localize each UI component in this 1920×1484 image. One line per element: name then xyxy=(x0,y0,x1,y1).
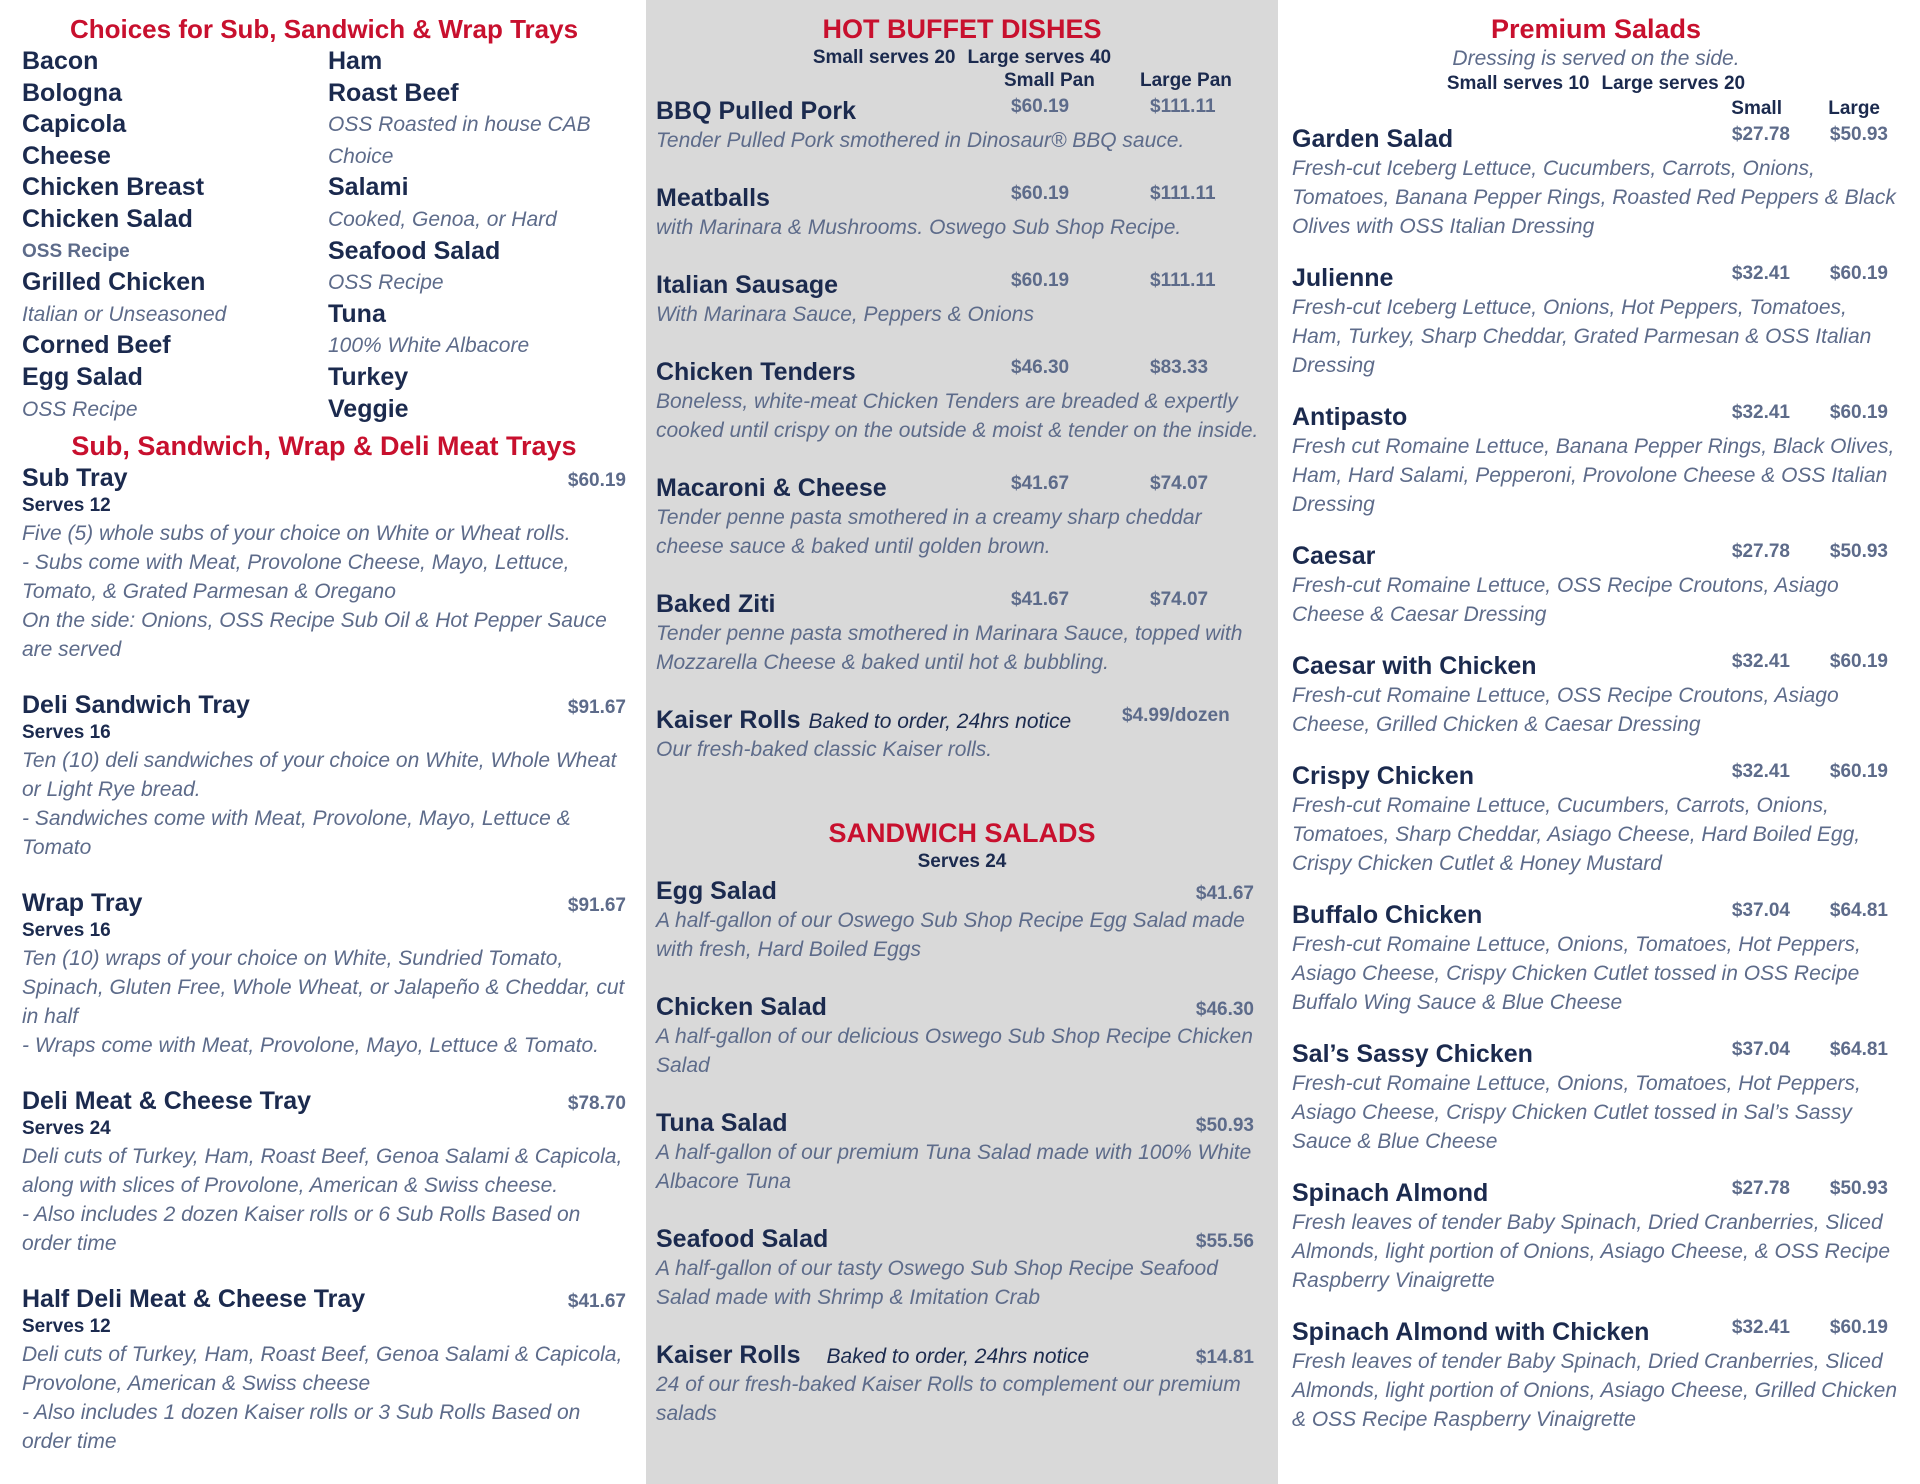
item-price-small: $27.78 xyxy=(1731,541,1790,562)
item-serves: Serves 16 xyxy=(22,722,111,744)
choice-item: Egg Salad xyxy=(22,362,143,391)
salad-item xyxy=(1292,402,1900,519)
choices-title: Choices for Sub, Sandwich & Wrap Trays xyxy=(69,14,579,44)
item-desc: Fresh-cut Romaine Lettuce, Cucumbers, Carrots, Onions, Tomatoes, Sharp Cheddar, Asiago Cheese, Hard Boiled Egg, Crispy Chicken Cutlet & Honey Mustard xyxy=(1292,794,1861,875)
salad-item xyxy=(1292,1178,1900,1295)
item-price-small: $41.67 xyxy=(1011,473,1070,494)
item-desc: - Also includes 1 dozen Kaiser rolls or 3 Sub Rolls Based on order time xyxy=(22,1401,581,1454)
item-price: $91.67 xyxy=(567,895,626,917)
premium-serves xyxy=(1292,72,1900,96)
choice-item: Cooked, Genoa, or Hard xyxy=(328,207,557,231)
sandwich-list xyxy=(656,876,1268,1428)
choice-item: Grilled Chicken xyxy=(22,268,206,297)
item-name: Tuna Salad xyxy=(656,1109,788,1137)
item-note: Baked to order, 24hrs notice xyxy=(826,1345,1090,1368)
item-price: $60.19 xyxy=(567,470,626,492)
pan-large-label: Large Pan xyxy=(1140,70,1232,91)
item-price-small: $27.78 xyxy=(1731,1178,1790,1199)
item-name: Caesar xyxy=(1292,542,1376,570)
salad-item xyxy=(1292,541,1900,629)
dressing-note: Dressing is served on the side. xyxy=(1452,47,1740,70)
trays-title: Sub, Sandwich, Wrap & Deli Meat Trays xyxy=(71,431,577,462)
item-price: $50.93 xyxy=(1195,1115,1254,1136)
item-desc: A half-gallon of our delicious Oswego Sub Shop Recipe Chicken Salad xyxy=(656,1025,1253,1077)
sandwich-item xyxy=(656,1108,1254,1196)
item-price-large: $60.19 xyxy=(1829,1317,1888,1338)
item-name: Baked Ziti xyxy=(656,590,776,618)
item-price-large: $50.93 xyxy=(1829,124,1888,145)
item-desc: Tender Pulled Pork smothered in Dinosaur® BBQ sauce. xyxy=(656,129,1185,152)
item-serves: Serves 16 xyxy=(22,920,111,942)
sandwich-item xyxy=(656,992,1254,1080)
item-desc: Tender penne pasta smothered in Marinara Sauce, topped with Mozzarella Cheese & baked until hot & bubbling. xyxy=(656,622,1243,674)
item-desc: Boneless, white-meat Chicken Tenders are breaded & expertly cooked until crispy on the outside & moist & tender on the inside. xyxy=(656,390,1259,442)
item-serves: Serves 12 xyxy=(22,495,111,517)
item-price: $4.99/dozen xyxy=(1122,705,1230,726)
item-desc: 24 of our fresh-baked Kaiser Rolls to complement our premium salads xyxy=(656,1373,1241,1425)
salad-item xyxy=(1292,1039,1900,1156)
buffet-serves-large: Large serves 40 xyxy=(967,47,1112,68)
choice-item: OSS Recipe xyxy=(328,271,444,295)
item-name: Chicken Salad xyxy=(656,993,827,1021)
tray-item xyxy=(22,888,626,1060)
item-desc: Our fresh-baked classic Kaiser rolls. xyxy=(656,738,993,761)
item-desc: with Marinara & Mushrooms. Oswego Sub Shop Recipe. xyxy=(656,216,1182,239)
item-name: Sal’s Sassy Chicken xyxy=(1292,1040,1533,1068)
item-name: Chicken Tenders xyxy=(656,358,856,386)
pan-header xyxy=(656,70,1268,96)
item-desc: Tender penne pasta smothered in a creamy sharp cheddar cheese sauce & baked until golden brown. xyxy=(656,506,1202,558)
buffet-serves xyxy=(656,46,1268,70)
item-price-large: $60.19 xyxy=(1829,761,1888,782)
item-desc: Fresh-cut Romaine Lettuce, OSS Recipe Croutons, Asiago Cheese & Caesar Dressing xyxy=(1292,574,1839,626)
choices-grid xyxy=(22,46,626,425)
salad-item xyxy=(1292,761,1900,878)
choice-item: Roast Beef xyxy=(328,78,459,107)
salad-item xyxy=(1292,651,1900,739)
item-price-large: $50.93 xyxy=(1829,541,1888,562)
item-price-small: $60.19 xyxy=(1011,96,1070,117)
item-price: $91.67 xyxy=(567,697,626,719)
choice-item: OSS Roasted in house CAB xyxy=(328,113,591,137)
item-price-small: $60.19 xyxy=(1011,270,1070,291)
item-price-small: $60.19 xyxy=(1011,183,1070,204)
choice-item: Chicken Salad xyxy=(22,204,193,233)
premium-serves-large: Large serves 20 xyxy=(1601,73,1746,94)
item-desc: On the side: Onions, OSS Recipe Sub Oil & Hot Pepper Sauce are served xyxy=(22,609,607,662)
item-serves: Serves 12 xyxy=(22,1316,111,1338)
choice-item: Bacon xyxy=(22,47,99,75)
item-name: BBQ Pulled Pork xyxy=(656,97,857,125)
item-price-small: $41.67 xyxy=(1011,589,1070,610)
item-name: Macaroni & Cheese xyxy=(656,474,887,502)
choice-item: Chicken Breast xyxy=(22,173,205,202)
choice-item: OSS Recipe xyxy=(22,397,138,421)
item-name: Crispy Chicken xyxy=(1292,762,1475,790)
tray-item xyxy=(22,1284,626,1456)
salad-item xyxy=(1292,263,1900,380)
choice-item: Italian or Unseasoned xyxy=(22,302,227,326)
item-price-large: $60.19 xyxy=(1829,402,1888,423)
choices-col-2 xyxy=(328,46,628,425)
premium-list xyxy=(1292,124,1900,1434)
item-note: Baked to order, 24hrs notice xyxy=(808,710,1072,733)
premium-title: Premium Salads xyxy=(1490,14,1702,44)
item-desc: - Sandwiches come with Meat, Provolone, Mayo, Lettuce & Tomato xyxy=(22,807,571,860)
item-desc: - Also includes 2 dozen Kaiser rolls or 6 Sub Rolls Based on order time xyxy=(22,1203,581,1256)
item-desc: Deli cuts of Turkey, Ham, Roast Beef, Genoa Salami & Capicola, along with slices of Provolone, American & Swiss cheese. xyxy=(22,1145,623,1198)
item-price-large: $60.19 xyxy=(1829,651,1888,672)
buffet-title: HOT BUFFET DISHES xyxy=(822,14,1102,44)
choice-item: Bologna xyxy=(22,78,122,107)
item-name: Kaiser Rolls xyxy=(656,1341,801,1369)
item-price-small: $37.04 xyxy=(1731,1039,1790,1060)
choice-item: Veggie xyxy=(328,394,409,423)
tray-item xyxy=(22,463,626,664)
choice-item: Corned Beef xyxy=(22,331,171,360)
item-name: Deli Meat & Cheese Tray xyxy=(22,1087,312,1116)
item-name: Seafood Salad xyxy=(656,1225,829,1253)
item-price-small: $32.41 xyxy=(1731,1317,1790,1338)
pan-small-label: Small Pan xyxy=(1004,70,1095,91)
item-desc: Fresh leaves of tender Baby Spinach, Dried Cranberries, Sliced Almonds, light portion of Onions, Asiago Cheese, Grilled Chicken & OSS Recipe Raspberry Vinaigrette xyxy=(1292,1350,1898,1431)
item-price-large: $64.81 xyxy=(1829,1039,1888,1060)
choice-item: Cheese xyxy=(22,141,111,170)
buffet-serves-small: Small serves 20 xyxy=(812,47,956,68)
premium-serves-small: Small serves 10 xyxy=(1446,73,1590,94)
buffet-item xyxy=(656,357,1268,445)
choices-col-1 xyxy=(22,46,328,425)
buffet-item xyxy=(656,96,1268,155)
item-desc: A half-gallon of our Oswego Sub Shop Recipe Egg Salad made with fresh, Hard Boiled Eggs xyxy=(656,909,1245,961)
item-name: Deli Sandwich Tray xyxy=(22,691,250,720)
tray-item xyxy=(22,690,626,862)
salad-item xyxy=(1292,124,1900,241)
item-price-small: $46.30 xyxy=(1011,357,1070,378)
item-desc: - Wraps come with Meat, Provolone, Mayo, Lettuce & Tomato. xyxy=(22,1034,599,1058)
sandwich-serves: Serves 24 xyxy=(917,851,1007,872)
item-desc: With Marinara Sauce, Peppers & Onions xyxy=(656,303,1034,326)
right-column xyxy=(1278,0,1920,1484)
item-serves: Serves 24 xyxy=(22,1118,111,1140)
item-price-large: $74.07 xyxy=(1150,473,1209,494)
salad-item xyxy=(1292,900,1900,1017)
item-price: $41.67 xyxy=(567,1291,626,1313)
item-desc: Fresh-cut Romaine Lettuce, Onions, Tomatoes, Hot Peppers, Asiago Cheese, Crispy Chicken Cutlet tossed in OSS Recipe Buffalo Wing Sauce & Blue Cheese xyxy=(1292,933,1861,1014)
item-price-large: $111.11 xyxy=(1150,96,1216,117)
buffet-list xyxy=(656,96,1268,764)
salad-item xyxy=(1292,1317,1900,1434)
item-name: Antipasto xyxy=(1292,403,1408,431)
left-column xyxy=(0,0,646,1484)
item-desc: Fresh-cut Iceberg Lettuce, Onions, Hot Peppers, Tomatoes, Ham, Turkey, Sharp Cheddar, Grated Parmesan & OSS Italian Dressing xyxy=(1292,296,1872,377)
choice-item: OSS Recipe xyxy=(22,240,130,262)
buffet-item xyxy=(656,270,1268,329)
item-price-small: $27.78 xyxy=(1731,124,1790,145)
item-name: Julienne xyxy=(1292,264,1394,292)
item-price: $46.30 xyxy=(1195,999,1254,1020)
choice-item: Turkey xyxy=(328,362,409,391)
item-name: Wrap Tray xyxy=(22,889,143,918)
choice-item: Ham xyxy=(328,47,383,75)
item-name: Meatballs xyxy=(656,184,770,212)
item-desc: A half-gallon of our premium Tuna Salad made with 100% White Albacore Tuna xyxy=(656,1141,1252,1193)
buffet-item xyxy=(656,705,1268,764)
item-price-large: $64.81 xyxy=(1829,900,1888,921)
item-price-small: $32.41 xyxy=(1731,402,1790,423)
item-price-small: $32.41 xyxy=(1731,761,1790,782)
tray-item xyxy=(22,1086,626,1258)
item-price-large: $111.11 xyxy=(1150,270,1216,291)
item-name: Sub Tray xyxy=(22,464,128,493)
sandwich-item xyxy=(656,1224,1254,1312)
col-small-label: Small xyxy=(1731,98,1782,119)
middle-column xyxy=(646,0,1278,1484)
buffet-item xyxy=(656,589,1268,677)
item-price: $78.70 xyxy=(567,1093,626,1115)
item-desc: Ten (10) deli sandwiches of your choice on White, Whole Wheat or Light Rye bread. xyxy=(22,749,617,802)
item-price-large: $111.11 xyxy=(1150,183,1216,204)
item-desc: Fresh-cut Romaine Lettuce, Onions, Tomatoes, Hot Peppers, Asiago Cheese, Crispy Chicken Cutlet tossed in Sal’s Sassy Sauce & Blue Cheese xyxy=(1292,1072,1861,1153)
trays-list xyxy=(22,463,626,1456)
item-desc: Ten (10) wraps of your choice on White, Sundried Tomato, Spinach, Gluten Free, Whole Wheat, or Jalapeño & Cheddar, cut in half xyxy=(22,947,625,1029)
sandwich-title: SANDWICH SALADS xyxy=(828,818,1096,848)
choice-item: Salami xyxy=(328,173,409,202)
item-desc: Fresh cut Romaine Lettuce, Banana Pepper Rings, Black Olives, Ham, Hard Salami, Pepperoni, Provolone Cheese & OSS Italian Dressing xyxy=(1292,435,1895,516)
item-desc: Five (5) whole subs of your choice on White or Wheat rolls. xyxy=(22,522,571,546)
item-price: $41.67 xyxy=(1195,883,1254,904)
sandwich-item xyxy=(656,1340,1254,1428)
item-desc: Fresh-cut Romaine Lettuce, OSS Recipe Croutons, Asiago Cheese, Grilled Chicken & Caesar Dressing xyxy=(1292,684,1839,736)
col-large-label: Large xyxy=(1828,98,1880,119)
item-name: Caesar with Chicken xyxy=(1292,652,1537,680)
item-desc: A half-gallon of our tasty Oswego Sub Shop Recipe Seafood Salad made with Shrimp & Imitation Crab xyxy=(656,1257,1218,1309)
item-name: Italian Sausage xyxy=(656,271,839,299)
item-price: $55.56 xyxy=(1195,1231,1254,1252)
item-desc: - Subs come with Meat, Provolone Cheese, Mayo, Lettuce, Tomato, & Grated Parmesan & Oregano xyxy=(22,551,570,604)
item-name: Spinach Almond with Chicken xyxy=(1292,1318,1650,1346)
item-name: Garden Salad xyxy=(1292,125,1454,153)
item-price-large: $74.07 xyxy=(1150,589,1209,610)
item-price-large: $60.19 xyxy=(1829,263,1888,284)
item-price: $14.81 xyxy=(1195,1347,1254,1368)
choice-item: Capicola xyxy=(22,110,127,139)
item-desc: Fresh-cut Iceberg Lettuce, Cucumbers, Carrots, Onions, Tomatoes, Banana Pepper Rings, Roasted Red Peppers & Black Olives with OSS Italian Dressing xyxy=(1292,157,1896,238)
choice-item: 100% White Albacore xyxy=(328,334,530,358)
item-name: Half Deli Meat & Cheese Tray xyxy=(22,1285,366,1314)
buffet-item xyxy=(656,473,1268,561)
item-name: Egg Salad xyxy=(656,877,777,905)
item-price-large: $50.93 xyxy=(1829,1178,1888,1199)
choice-item: Choice xyxy=(328,144,394,168)
salad-size-header xyxy=(1292,98,1900,124)
buffet-item xyxy=(656,183,1268,242)
item-price-small: $37.04 xyxy=(1731,900,1790,921)
item-desc: Deli cuts of Turkey, Ham, Roast Beef, Genoa Salami & Capicola, Provolone, American & Swiss cheese xyxy=(22,1343,623,1396)
choice-item: Seafood Salad xyxy=(328,236,501,265)
item-name: Spinach Almond xyxy=(1292,1179,1489,1207)
choice-item: Tuna xyxy=(328,299,386,328)
item-name: Kaiser Rolls xyxy=(656,706,801,734)
item-desc: Fresh leaves of tender Baby Spinach, Dried Cranberries, Sliced Almonds, light portion of Onions, Asiago Cheese, & OSS Recipe Raspberry Vinaigrette xyxy=(1292,1211,1891,1292)
item-name: Buffalo Chicken xyxy=(1292,901,1483,929)
item-price-small: $32.41 xyxy=(1731,651,1790,672)
item-price-large: $83.33 xyxy=(1150,357,1209,378)
item-price-small: $32.41 xyxy=(1731,263,1790,284)
sandwich-item xyxy=(656,876,1254,964)
